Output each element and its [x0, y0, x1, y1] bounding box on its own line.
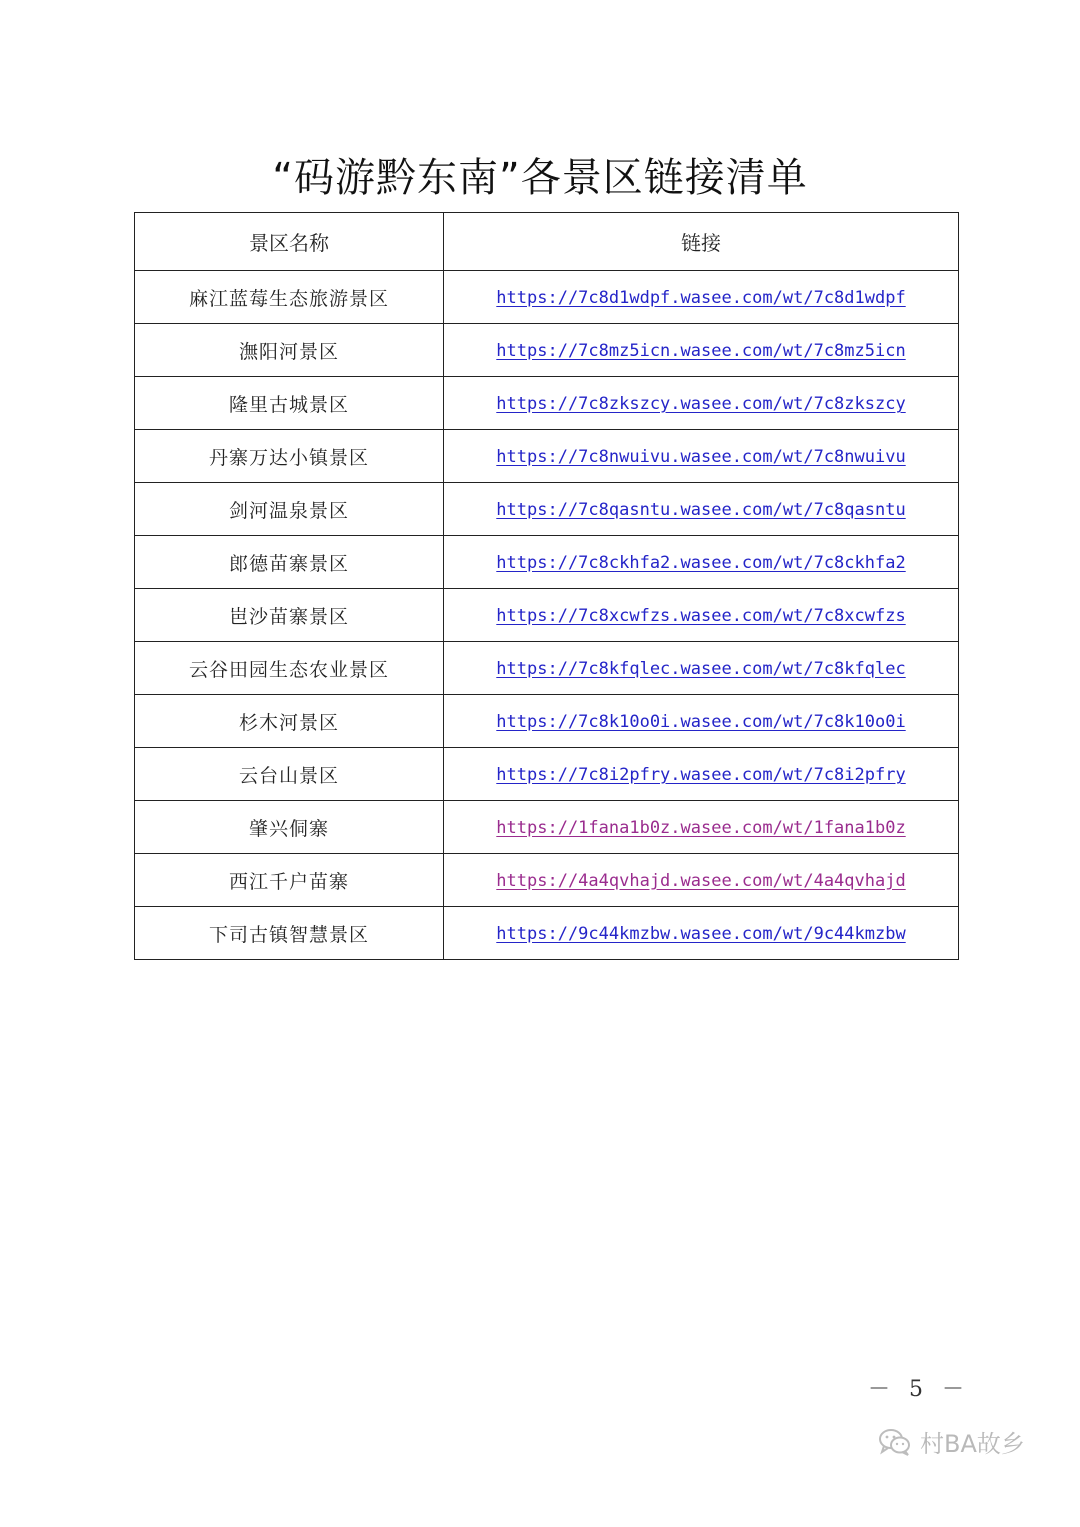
table-row: [135, 589, 959, 642]
link-cell: [444, 854, 959, 907]
link-cell: [444, 483, 959, 536]
scenic-link[interactable]: https://7c8d1wdpf.wasee.com/wt/7c8d1wdpf: [496, 288, 906, 308]
wechat-icon: [878, 1427, 912, 1457]
scenic-name-cell: 下司古镇智慧景区: [135, 907, 444, 960]
link-cell: [444, 271, 959, 324]
scenic-link[interactable]: https://7c8zkszcy.wasee.com/wt/7c8zkszcy: [496, 394, 906, 414]
table-row: [135, 271, 959, 324]
scenic-name-cell: 隆里古城景区: [135, 377, 444, 430]
table-row: [135, 324, 959, 377]
scenic-name-cell: 云谷田园生态农业景区: [135, 642, 444, 695]
scenic-name-cell: 郎德苗寨景区: [135, 536, 444, 589]
scenic-link[interactable]: https://7c8nwuivu.wasee.com/wt/7c8nwuivu: [496, 447, 906, 467]
page-number: － 5 －: [868, 1377, 970, 1402]
scenic-link[interactable]: https://7c8xcwfzs.wasee.com/wt/7c8xcwfzs: [496, 606, 906, 626]
watermark: [878, 1424, 1025, 1459]
link-cell: [444, 589, 959, 642]
document-title: “码游黔东南”各景区链接清单: [272, 155, 808, 201]
scenic-link[interactable]: https://9c44kmzbw.wasee.com/wt/9c44kmzbw: [496, 924, 906, 944]
scenic-name-cell: 杉木河景区: [135, 695, 444, 748]
scenic-link[interactable]: https://7c8ckhfa2.wasee.com/wt/7c8ckhfa2: [496, 553, 906, 573]
scenic-name-cell: 剑河温泉景区: [135, 483, 444, 536]
table-row: [135, 854, 959, 907]
scenic-name-cell: 云台山景区: [135, 748, 444, 801]
scenic-link[interactable]: https://7c8qasntu.wasee.com/wt/7c8qasntu: [496, 500, 906, 520]
scenic-link[interactable]: https://4a4qvhajd.wasee.com/wt/4a4qvhajd: [496, 871, 906, 891]
table-row: [135, 695, 959, 748]
scenic-link-table: [134, 212, 959, 960]
table-row: [135, 801, 959, 854]
scenic-name-cell: 丹寨万达小镇景区: [135, 430, 444, 483]
table-header-row: [135, 213, 959, 271]
watermark-text: 村BA故乡: [920, 1430, 1025, 1458]
scenic-link[interactable]: https://7c8k10o0i.wasee.com/wt/7c8k10o0i: [496, 712, 906, 732]
table-row: [135, 483, 959, 536]
table-row: [135, 642, 959, 695]
scenic-link[interactable]: https://7c8kfqlec.wasee.com/wt/7c8kfqlec: [496, 659, 906, 679]
table-row: [135, 430, 959, 483]
link-cell: [444, 430, 959, 483]
scenic-link[interactable]: https://7c8mz5icn.wasee.com/wt/7c8mz5icn: [496, 341, 906, 361]
scenic-link[interactable]: https://1fana1b0z.wasee.com/wt/1fana1b0z: [496, 818, 906, 838]
scenic-name-cell: 西江千户苗寨: [135, 854, 444, 907]
link-cell: [444, 748, 959, 801]
table-row: [135, 748, 959, 801]
link-cell: [444, 536, 959, 589]
link-cell: [444, 324, 959, 377]
scenic-name-cell: 麻江蓝莓生态旅游景区: [135, 271, 444, 324]
scenic-link[interactable]: https://7c8i2pfry.wasee.com/wt/7c8i2pfry: [496, 765, 906, 785]
link-cell: [444, 907, 959, 960]
link-cell: [444, 642, 959, 695]
scenic-name-cell: 肇兴侗寨: [135, 801, 444, 854]
table-row: [135, 536, 959, 589]
table-row: [135, 907, 959, 960]
scenic-name-cell: 岜沙苗寨景区: [135, 589, 444, 642]
header-link: 链接: [444, 213, 959, 271]
link-cell: [444, 377, 959, 430]
table-row: [135, 377, 959, 430]
scenic-name-cell: 潕阳河景区: [135, 324, 444, 377]
header-scenic-name: 景区名称: [135, 213, 444, 271]
link-cell: [444, 695, 959, 748]
link-cell: [444, 801, 959, 854]
